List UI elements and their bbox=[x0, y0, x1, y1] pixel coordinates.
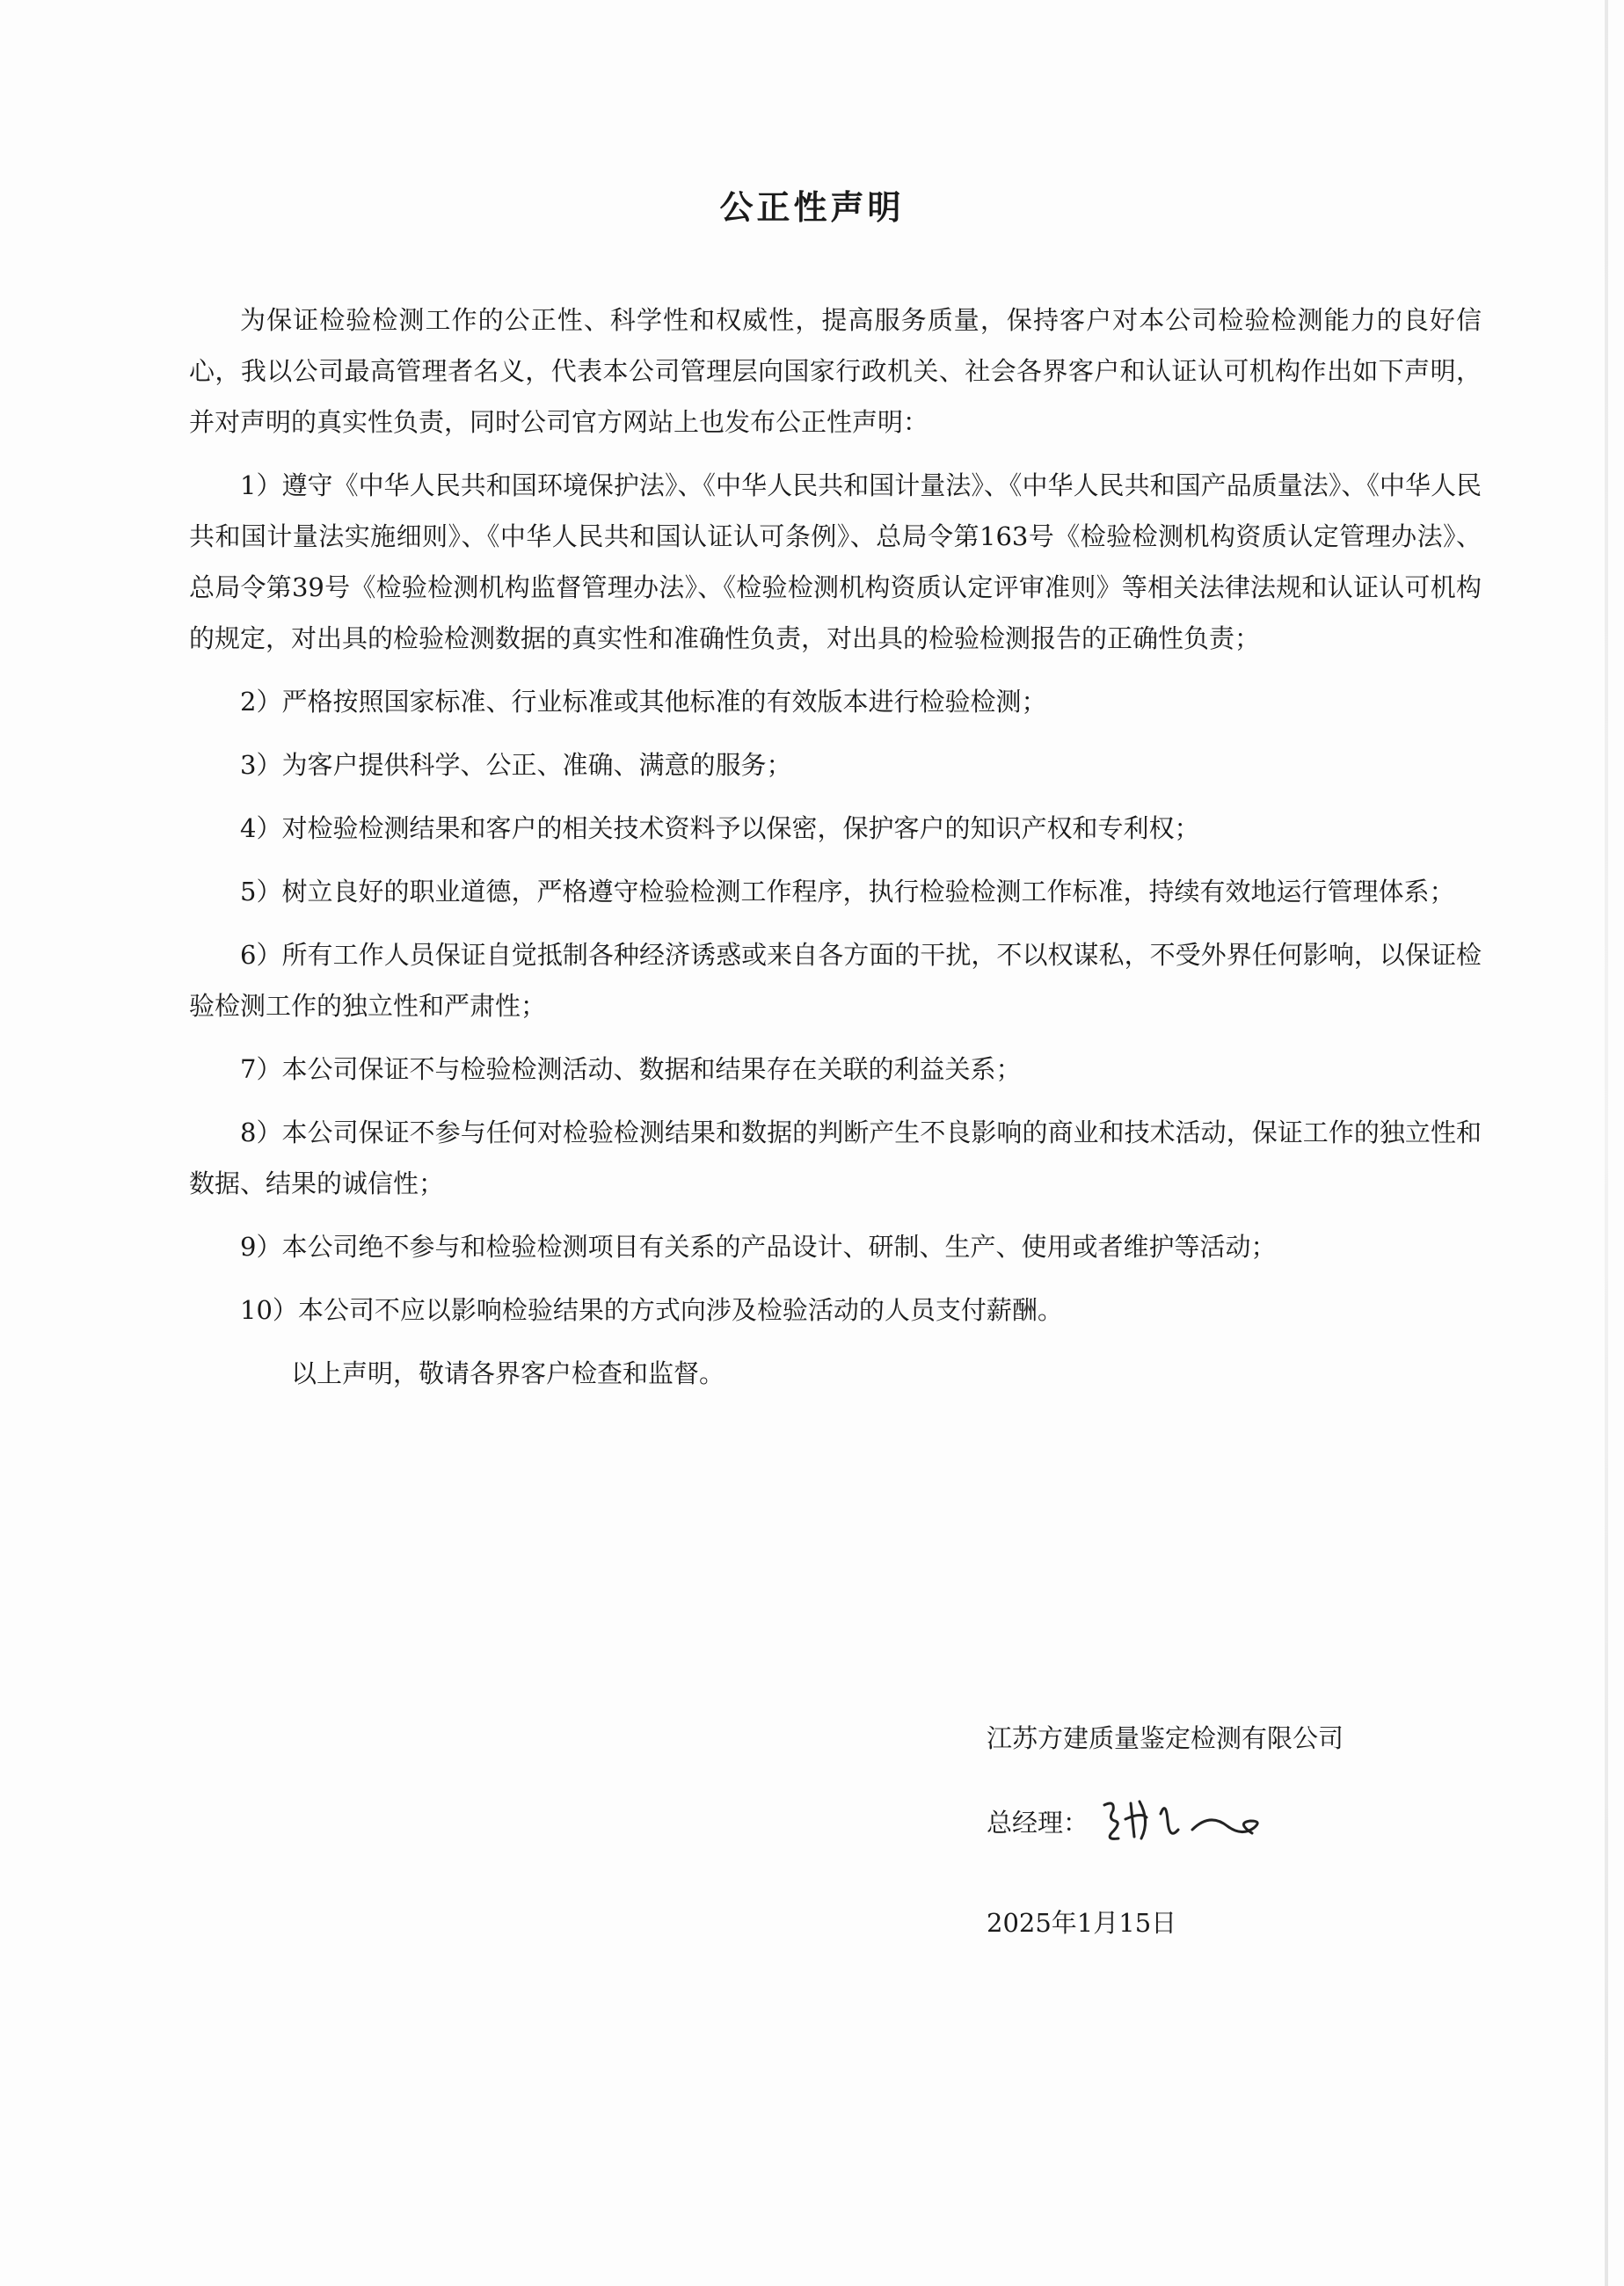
statement-item-6: 6）所有工作人员保证自觉抵制各种经济诱惑或来自各方面的干扰，不以权谋私，不受外界任何影响，以保证检验检测工作的独立性和严肃性； bbox=[189, 940, 1482, 1021]
signing-date: 2025年1月15日 bbox=[987, 1908, 1177, 1938]
statement-item-1: 1）遵守《中华人民共和国环境保护法》、《中华人民共和国计量法》、《中华人民共和国产品质量法》、《中华人民共和国计量法实施细则》、《中华人民共和国认证认可条例》、总局令第163号《检验检测机构资质认定管理办法》、总局令第39号《检验检测机构监督管理办法》、《检验检测机构资质认定评审准则》等相关法律法规和认证认可机构的规定，对出具的检验检测数据的真实性和准确性负责，对出具的检验检测报告的正确性负责； bbox=[189, 470, 1482, 653]
manager-line bbox=[987, 1797, 1344, 1848]
document-body bbox=[189, 295, 1482, 1411]
statement-item-7: 7）本公司保证不与检验检测活动、数据和结果存在关联的利益关系； bbox=[240, 1054, 1022, 1084]
statement-item-9: 9）本公司绝不参与和检验检测项目有关系的产品设计、研制、生产、使用或者维护等活动； bbox=[240, 1232, 1277, 1262]
statement-item-3: 3）为客户提供科学、公正、准确、满意的服务； bbox=[240, 750, 792, 780]
manager-label: 总经理： bbox=[987, 1808, 1089, 1838]
statement-item-8: 8）本公司保证不参与任何对检验检测结果和数据的判断产生不良影响的商业和技术活动，保证工作的独立性和数据、结果的诚信性； bbox=[189, 1118, 1482, 1198]
statement-item-4: 4）对检验检测结果和客户的相关技术资料予以保密，保护客户的知识产权和专利权； bbox=[240, 813, 1200, 843]
intro-paragraph: 为保证检验检测工作的公正性、科学性和权威性，提高服务质量，保持客户对本公司检验检测能力的良好信心，我以公司最高管理者名义，代表本公司管理层向国家行政机关、社会各界客户和认证认可机构作出如下声明，并对声明的真实性负责，同时公司官方网站上也发布公正性声明： bbox=[189, 305, 1482, 437]
closing-paragraph: 以上声明，敬请各界客户检查和监督。 bbox=[291, 1358, 725, 1388]
signature-block bbox=[987, 1713, 1344, 1948]
statement-item-5: 5）树立良好的职业道德，严格遵守检验检测工作程序，执行检验检测工作标准，持续有效地运行管理体系； bbox=[240, 877, 1455, 906]
document-title: 公正性声明 bbox=[719, 188, 905, 227]
scan-edge bbox=[1605, 0, 1608, 2286]
handwritten-signature bbox=[1096, 1795, 1271, 1851]
statement-item-2: 2）严格按照国家标准、行业标准或其他标准的有效版本进行检验检测； bbox=[240, 687, 1047, 717]
company-name: 江苏方建质量鉴定检测有限公司 bbox=[987, 1723, 1344, 1753]
statement-item-10: 10）本公司不应以影响检验结果的方式向涉及检验活动的人员支付薪酬。 bbox=[240, 1295, 1063, 1325]
